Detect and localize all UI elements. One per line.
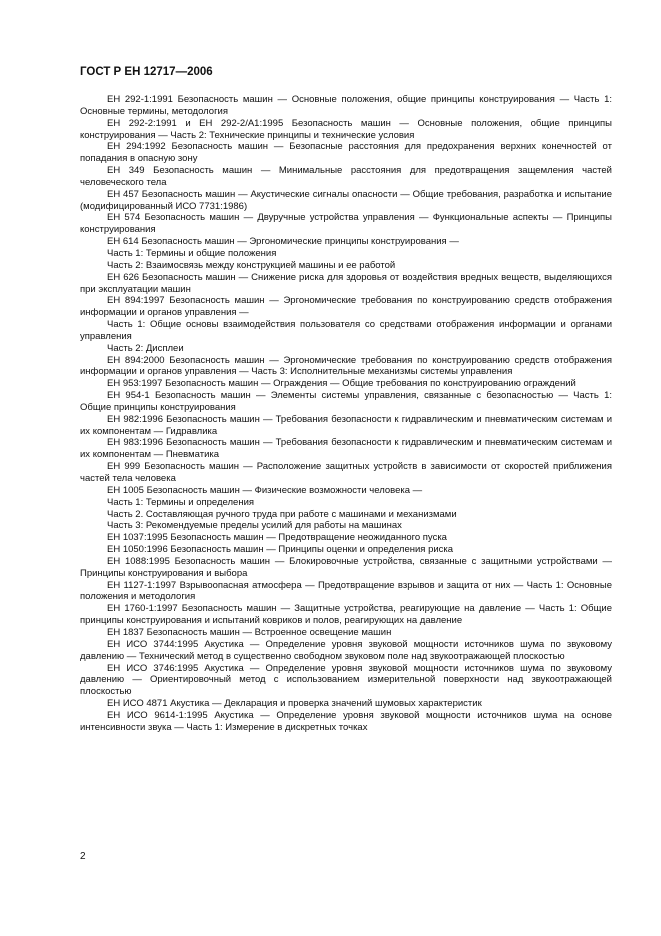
reference-item: ЕН 1037:1995 Безопасность машин — Предотвращение неожиданного пуска — [107, 532, 447, 544]
reference-item: ЕН 626 Безопасность машин — Снижение риска для здоровья от воздействия вредных веществ, выделяющихся при эксплуатации машин — [80, 271, 612, 295]
reference-item: ЕН 894:1997 Безопасность машин — Эргономические требования по конструированию средств отображения информации и органов управления — — [80, 295, 612, 319]
reference-item: ЕН 574 Безопасность машин — Двуручные устройства управления — Функциональные аспекты — Принципы конструирования — [80, 212, 612, 236]
reference-item: ЕН ИСО 4871 Акустика — Декларация и проверка значений шумовых характеристик — [107, 698, 482, 710]
reference-item: ЕН 349 Безопасность машин — Минимальные расстояния для предотвращения защемления частей человеческого тела — [80, 165, 612, 188]
reference-item: ЕН ИСО 9614-1:1995 Акустика — Определение уровня звуковой мощности источников шума на основе интенсивности звука — Часть 1: Измерение в дискретных точках — [80, 709, 612, 733]
page-number: 2 — [80, 851, 86, 862]
reference-item: ЕН 953:1997 Безопасность машин — Ограждения — Общие требования по конструированию ограждений — [107, 378, 576, 390]
reference-subitem: Часть 2. Составляющая ручного труда при работе с машинами и механизмами — [107, 508, 457, 520]
reference-subitem: Часть 1: Термины и определения — [107, 496, 255, 508]
document-header: ГОСТ Р ЕН 12717—2006 — [80, 66, 213, 78]
reference-item: ЕН 1837 Безопасность машин — Встроенное освещение машин — [107, 626, 392, 638]
reference-subitem: Часть 1: Общие основы взаимодействия пользователя со средствами отображения информации и органами управления — [80, 319, 612, 342]
reference-subitem: Часть 3: Рекомендуемые пределы усилий для работы на машинах — [107, 520, 402, 532]
reference-item: ЕН 983:1996 Безопасность машин — Требования безопасности к гидравлическим и пневматическим системам и их компонентам — Пневматика — [80, 437, 612, 461]
reference-item: ЕН 894:2000 Безопасность машин — Эргономические требования по конструированию средств отображения информации и органов управления — Часть 3: Исполнительные механизмы системы управления — [80, 354, 612, 378]
reference-item: ЕН ИСО 3744:1995 Акустика — Определение уровня звуковой мощности источников шума по звуковому давлению — Технический метод в существенно свободном звуковом поле над звукоотражающей плоскостью — [80, 638, 612, 662]
reference-item: ЕН 1127-1:1997 Взрывоопасная атмосфера — Предотвращение взрывов и защита от них — Часть 1: Основные положения и методология — [80, 579, 612, 603]
reference-item: ЕН 1005 Безопасность машин — Физические возможности человека — — [107, 484, 423, 496]
reference-item: ЕН 1088:1995 Безопасность машин — Блокировочные устройства, связанные с защитными устройствами — Принципы конструирования и выбора — [80, 555, 612, 579]
reference-item: ЕН 954-1 Безопасность машин — Элементы системы управления, связанные с безопасностью — Часть 1: Общие принципы конструирования — [80, 390, 612, 413]
reference-list — [80, 94, 612, 734]
reference-item: ЕН 457 Безопасность машин — Акустические сигналы опасности — Общие требования, разработка и испытание (модифицированный ИСО 7731:1986) — [80, 188, 612, 212]
reference-item: ЕН ИСО 3746:1995 Акустика — Определение уровня звуковой мощности источников шума по звуковому давлению — Ориентировочный метод с использованием измерительной поверхности над звукоотражающей плоскостью — [80, 662, 612, 698]
reference-item: ЕН 292-1:1991 Безопасность машин — Основные положения, общие принципы конструирования — Часть 1: Основные термины, методология — [80, 94, 612, 117]
reference-subitem: Часть 2: Дисплеи — [107, 342, 184, 354]
reference-subitem: Часть 2: Взаимосвязь между конструкцией машины и ее работой — [107, 259, 396, 271]
reference-item: ЕН 614 Безопасность машин — Эргономические принципы конструирования — — [107, 236, 459, 248]
reference-item: ЕН 982:1996 Безопасность машин — Требования безопасности к гидравлическим и пневматическим системам и их компонентам — Гидравлика — [80, 413, 612, 437]
reference-item: ЕН 1760-1:1997 Безопасность машин — Защитные устройства, реагирующие на давление — Часть 1: Общие принципы конструирования и испытаний ковриков и полов, реагирующих на давление — [80, 603, 612, 627]
reference-item: ЕН 294:1992 Безопасность машин — Безопасные расстояния для предохранения верхних конечностей от попадания в опасную зону — [80, 141, 612, 165]
reference-item: ЕН 999 Безопасность машин — Расположение защитных устройств в зависимости от скоростей приближения частей тела человека — [80, 461, 612, 484]
reference-item: ЕН 1050:1996 Безопасность машин — Принципы оценки и определения риска — [107, 544, 454, 556]
reference-item: ЕН 292-2:1991 и ЕН 292-2/А1:1995 Безопасность машин — Основные положения, общие принципы конструирования — Часть 2: Технические принципы и технические условия — [80, 117, 612, 141]
reference-subitem: Часть 1: Термины и общие положения — [107, 247, 277, 259]
